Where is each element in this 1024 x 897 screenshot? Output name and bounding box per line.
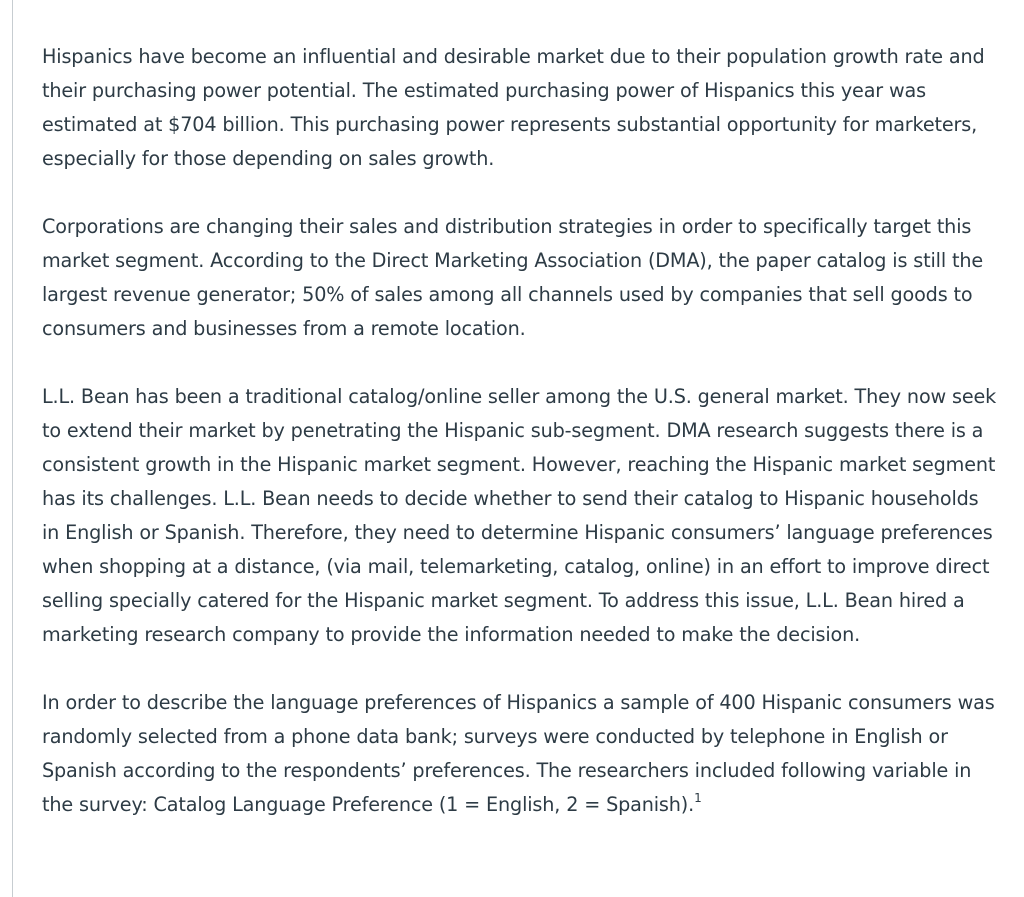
footnote-marker[interactable]: 1	[694, 790, 702, 805]
document-body	[42, 40, 997, 822]
paragraph-ll-bean-challenge: L.L. Bean has been a traditional catalog/online seller among the U.S. general market. They now seek to extend their market by penetrating the Hispanic sub-segment. DMA research suggests there is a consistent growth in the Hispanic market segment. However, reaching the Hispanic market segment has its challenges. L.L. Bean needs to decide whether to send their catalog to Hispanic households in English or Spanish. Therefore, they need to determine Hispanic consumers’ language preferences when shopping at a distance, (via mail, telemarketing, catalog, online) in an effort to improve direct selling specially catered for the Hispanic market segment. To address this issue, L.L. Bean hired a marketing research company to provide the information needed to make the decision.	[42, 385, 997, 646]
paragraph-survey-method	[42, 686, 997, 822]
paragraph-hispanic-market: Hispanics have become an influential and desirable market due to their population growth rate and their purchasing power potential. The estimated purchasing power of Hispanics this year was estimated at $704 billion. This purchasing power represents substantial opportunity for marketers, especially for those depending on sales growth.	[42, 45, 985, 170]
paragraph-corporations-strategies: Corporations are changing their sales and distribution strategies in order to specifically target this market segment. According to the Direct Marketing Association (DMA), the paper catalog is still the largest revenue generator; 50% of sales among all channels used by companies that sell goods to consumers and businesses from a remote location.	[42, 215, 983, 340]
survey-method-text: In order to describe the language preferences of Hispanics a sample of 400 Hispanic consumers was randomly selected from a phone data bank; surveys were conducted by telephone in English or Spanish according to the respondents’ preferences. The researchers included following variable in the survey: Catalog Language Preference (1 = English, 2 = Spanish).	[42, 691, 995, 816]
left-border-divider	[12, 0, 13, 897]
